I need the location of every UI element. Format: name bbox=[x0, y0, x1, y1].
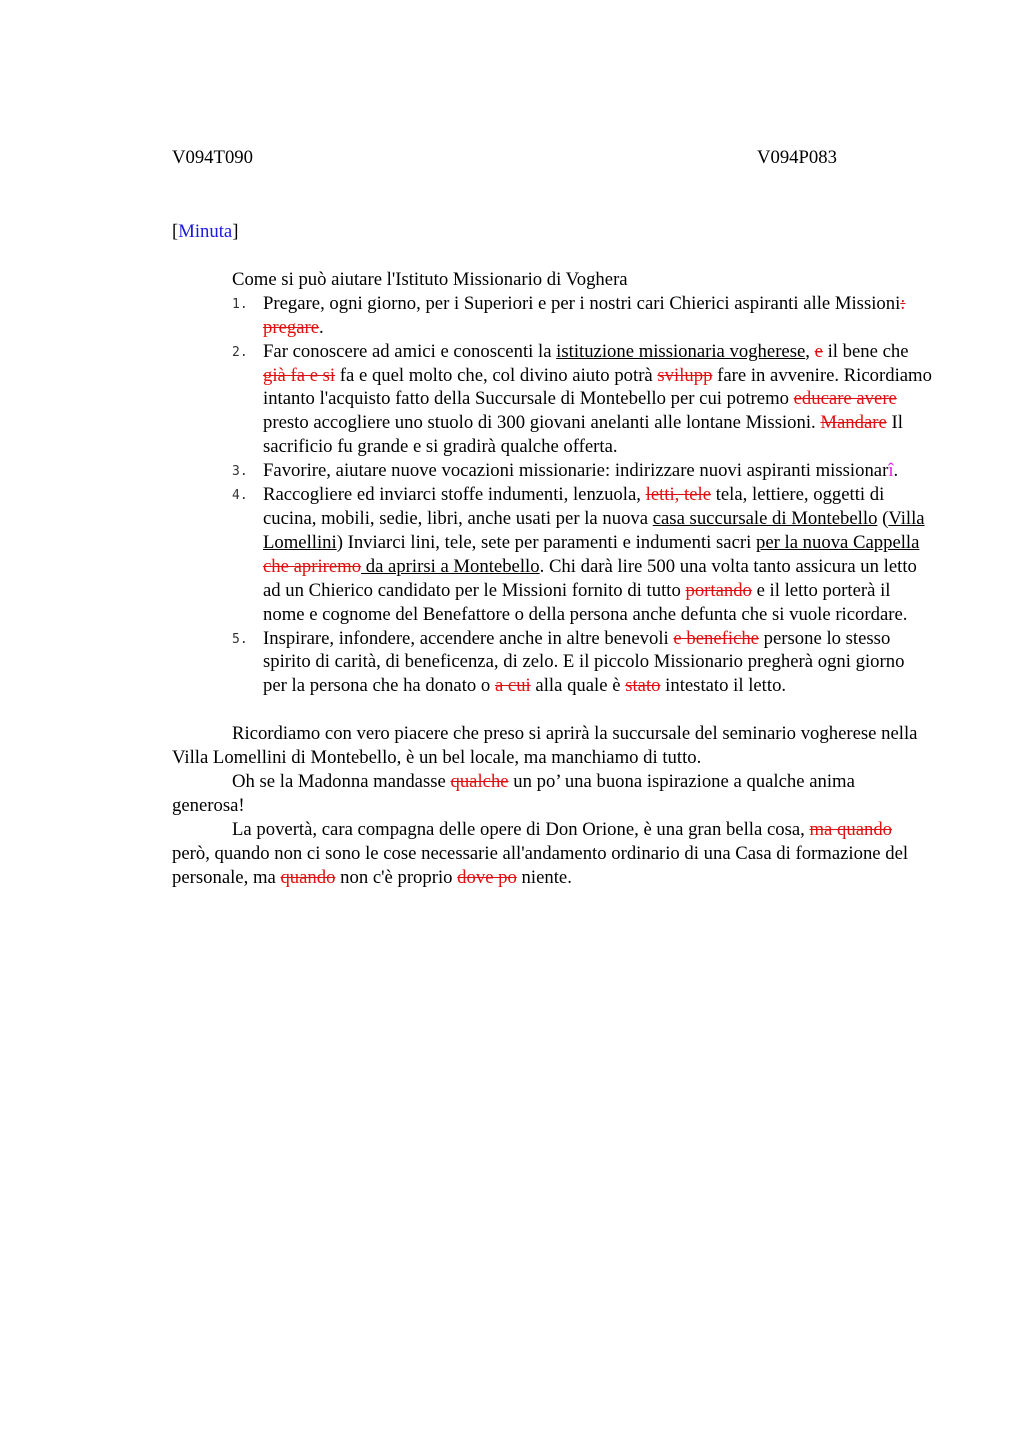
deleted-text: e benefiche bbox=[673, 627, 759, 649]
text-run: Il sacrificio fu grande e si gradirà qualche offerta. bbox=[263, 412, 903, 458]
underlined-text: istituzione missionaria vogherese bbox=[556, 340, 806, 362]
body-paragraphs bbox=[172, 722, 932, 889]
header-left-code: V094T090 bbox=[172, 147, 253, 168]
list-item-text bbox=[263, 341, 932, 458]
underlined-text: casa succursale di Montebello bbox=[652, 507, 878, 529]
text-run: tela, lettiere, oggetti di cucina, mobili, sedie, libri, anche usati per la nuova bbox=[263, 484, 885, 529]
text-run: fa e quel molto che, col divino aiuto potrà bbox=[335, 364, 658, 386]
text-run: Oh se la Madonna mandasse bbox=[232, 771, 451, 793]
spacer bbox=[172, 698, 932, 722]
text-run: . bbox=[319, 316, 324, 338]
list-item-number: 2. bbox=[232, 344, 248, 360]
deleted-text: stato bbox=[625, 675, 661, 697]
text-run: Far conoscere ad amici e conoscenti la bbox=[263, 340, 557, 362]
minuta-open-bracket: [ bbox=[172, 221, 179, 242]
list-item bbox=[172, 292, 932, 340]
underlined-text: per la nuova Cappella bbox=[755, 531, 920, 553]
text-run: persone lo stesso spirito di carità, di beneficenza, di zelo. E il piccolo Missionario pregherà ogni giorno per la persona che ha donato o bbox=[263, 627, 905, 697]
deleted-text: qualche bbox=[450, 771, 509, 793]
deleted-text: portando bbox=[685, 579, 752, 601]
body-paragraph bbox=[172, 722, 932, 770]
text-run: Raccogliere ed inviarci stoffe indumenti, lenzuola, bbox=[263, 484, 646, 506]
list-item bbox=[172, 483, 932, 626]
text-run: niente. bbox=[516, 866, 572, 888]
document-title: Come si può aiutare l'Istituto Missionario di Voghera bbox=[232, 268, 628, 290]
deleted-text: letti, tele bbox=[645, 484, 712, 506]
deleted-text: quando bbox=[280, 866, 336, 888]
list-item-number: 5. bbox=[232, 631, 248, 647]
text-run: non c'è proprio bbox=[335, 866, 458, 888]
text-run: presto accogliere uno stuolo di 300 giovani anelanti alle lontane Missioni. bbox=[263, 412, 821, 434]
list-item bbox=[172, 340, 932, 460]
deleted-text: e bbox=[814, 340, 823, 362]
list-item bbox=[172, 627, 932, 699]
underlined-text: da aprirsi a Montebello bbox=[361, 555, 540, 577]
deleted-text: Mandare bbox=[820, 412, 887, 434]
list-item-text bbox=[263, 628, 904, 697]
body-paragraph bbox=[172, 770, 932, 818]
text-run: ) Inviarci lini, tele, sete per paramenti e indumenti sacri bbox=[336, 531, 756, 553]
text-run: ( bbox=[877, 507, 889, 529]
text-run: , bbox=[805, 340, 815, 362]
minuta-close-bracket: ] bbox=[232, 221, 239, 242]
text-run: però, quando non ci sono le cose necessarie all'andamento ordinario di una Casa di formazione del personale, ma bbox=[172, 842, 909, 888]
text-run: e il letto porterà il nome e cognome del Benefattore o della persona anche defunta che si vuole ricordare. bbox=[263, 579, 908, 625]
list-item-number: 3. bbox=[232, 464, 248, 480]
text-run: Ricordiamo con vero piacere che preso si aprirà la succursale del seminario vogherese nella Villa Lomellini di Montebello, è un bel locale, ma manchiamo di tutto. bbox=[172, 723, 918, 769]
document-page bbox=[172, 146, 932, 890]
text-run: il bene che bbox=[822, 340, 909, 362]
minuta-label bbox=[172, 220, 932, 244]
text-run: Inspirare, infondere, accendere anche in altre benevoli bbox=[263, 627, 674, 649]
deleted-text: educare avere bbox=[793, 388, 897, 410]
list-item-text bbox=[263, 484, 925, 625]
underlined-text: Villa Lomellini bbox=[263, 507, 925, 553]
list-item-text bbox=[263, 293, 906, 338]
deleted-text: che apriremo bbox=[263, 555, 362, 577]
deleted-text: : pregare bbox=[263, 292, 906, 338]
annotation-mark: î bbox=[888, 460, 894, 482]
deleted-text: svilupp bbox=[657, 364, 713, 386]
document-header bbox=[172, 146, 932, 170]
text-run: alla quale è bbox=[530, 675, 626, 697]
text-run: Favorire, aiutare nuove vocazioni missionarie: indirizzare nuovi aspiranti missionar bbox=[263, 460, 889, 482]
deleted-text: ma quando bbox=[809, 818, 893, 840]
text-run: . Chi darà lire 500 una volta tanto assicura un letto ad un Chierico candidato per le Missioni fornito di tutto bbox=[263, 555, 917, 601]
header-right-code: V094P083 bbox=[757, 147, 837, 168]
list-item-number: 1. bbox=[232, 296, 248, 312]
deleted-text: dove po bbox=[457, 866, 517, 888]
text-run: un po’ una buona ispirazione a qualche anima generosa! bbox=[172, 771, 855, 816]
list-item-text bbox=[263, 460, 898, 481]
deleted-text: a cui bbox=[494, 675, 531, 697]
minuta-text: Minuta bbox=[178, 221, 233, 242]
text-run: . bbox=[893, 460, 899, 482]
body-paragraph bbox=[172, 818, 932, 890]
text-run: La povertà, cara compagna delle opere di Don Orione, è una gran bella cosa, bbox=[232, 818, 810, 840]
text-run: fare in avvenire. Ricordiamo intanto l'acquisto fatto della Succursale di Montebello per cui potremo bbox=[263, 364, 932, 410]
list-item-number: 4. bbox=[232, 488, 248, 504]
text-run: Pregare, ogni giorno, per i Superiori e per i nostri cari Chierici aspiranti alle Missioni bbox=[263, 292, 901, 314]
deleted-text: già fa e si bbox=[263, 364, 336, 386]
text-run: intestato il letto. bbox=[660, 675, 787, 697]
numbered-list bbox=[172, 292, 932, 698]
list-item bbox=[172, 459, 932, 483]
